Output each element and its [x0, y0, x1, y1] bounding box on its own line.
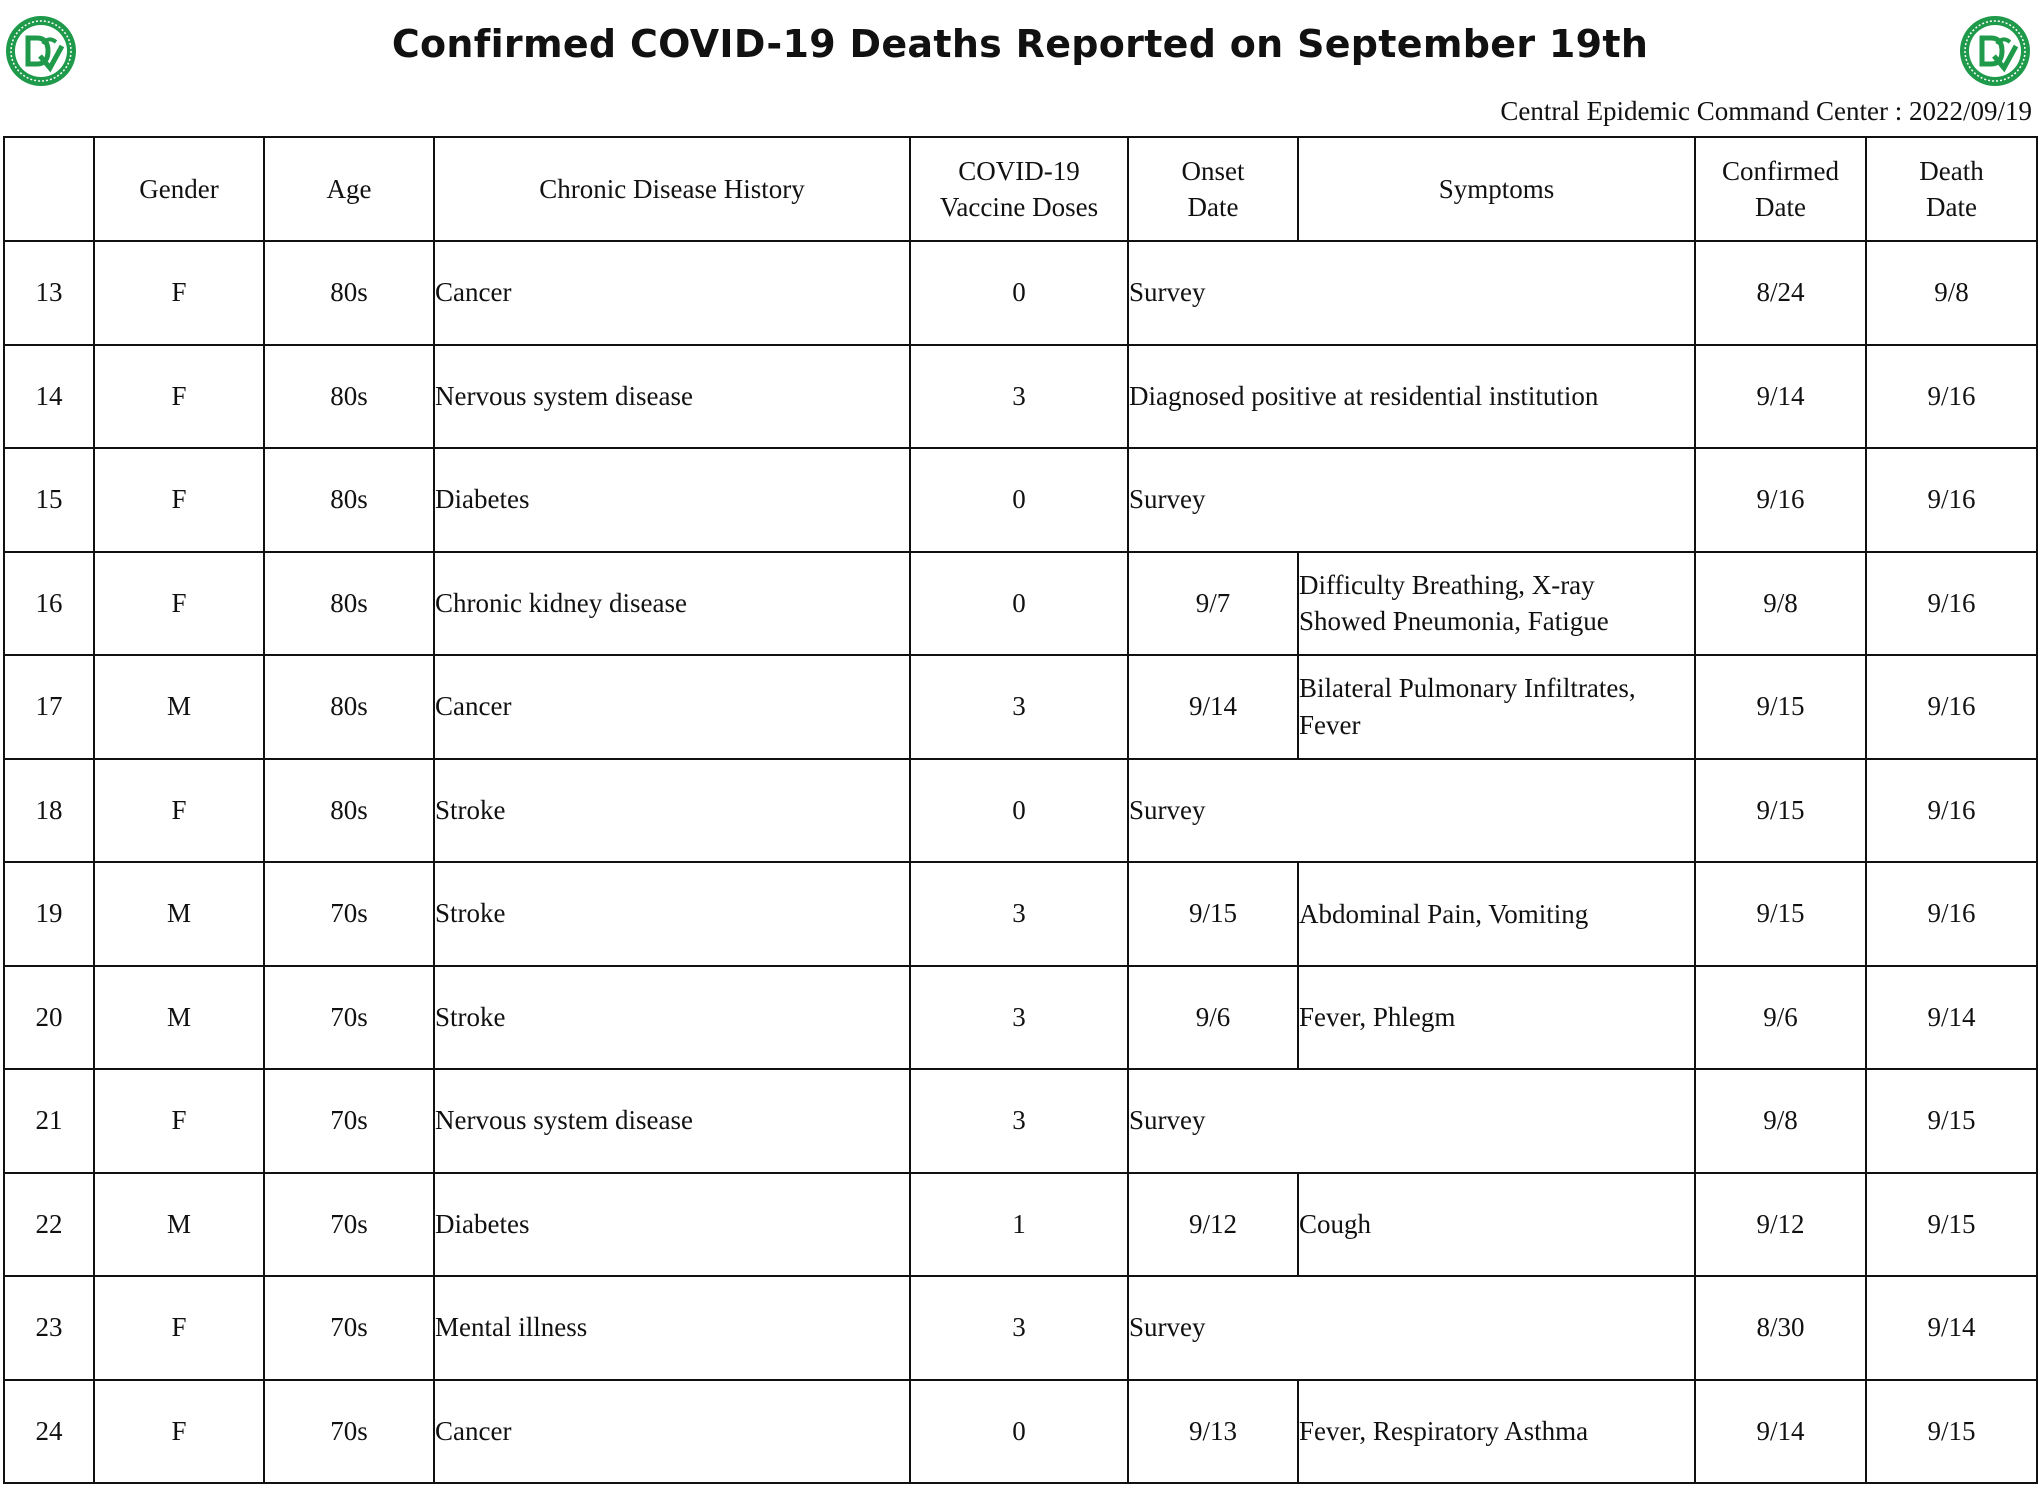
- case-number: 16: [4, 552, 94, 656]
- age-cell: 80s: [264, 552, 434, 656]
- death-date-cell: 9/16: [1866, 759, 2037, 863]
- onset-note-cell: Diagnosed positive at residential institution: [1128, 345, 1695, 449]
- death-date-cell: 9/16: [1866, 448, 2037, 552]
- case-number: 20: [4, 966, 94, 1070]
- col-header-line: Date: [1926, 192, 1977, 222]
- page-title: Confirmed COVID-19 Deaths Reported on September 19th: [391, 22, 1649, 66]
- death-date-cell: 9/15: [1866, 1380, 2037, 1484]
- confirmed-date-cell: 9/14: [1695, 1380, 1866, 1484]
- gender-cell: M: [94, 966, 264, 1070]
- chronic-disease-cell: Stroke: [434, 759, 910, 863]
- onset-date-cell: 9/14: [1128, 655, 1298, 759]
- vaccine-doses-cell: 0: [910, 1380, 1128, 1484]
- onset-date-cell: 9/12: [1128, 1173, 1298, 1277]
- death-date-cell: 9/14: [1866, 966, 2037, 1070]
- onset-note-cell: Survey: [1128, 448, 1695, 552]
- vaccine-doses-cell: 3: [910, 1276, 1128, 1380]
- gender-cell: F: [94, 1069, 264, 1173]
- death-date-cell: 9/8: [1866, 241, 2037, 345]
- table-row: [4, 759, 2037, 863]
- col-header-gender: Gender: [94, 137, 264, 241]
- vaccine-doses-cell: 1: [910, 1173, 1128, 1277]
- vaccine-doses-cell: 0: [910, 241, 1128, 345]
- chronic-disease-cell: Cancer: [434, 655, 910, 759]
- gender-cell: F: [94, 241, 264, 345]
- vaccine-doses-cell: 3: [910, 345, 1128, 449]
- col-header-line: Onset: [1181, 155, 1245, 186]
- col-header-age: Age: [264, 137, 434, 241]
- onset-date-cell: 9/6: [1128, 966, 1298, 1070]
- symptoms-cell: [1298, 552, 1695, 656]
- case-number: 13: [4, 241, 94, 345]
- case-number: 18: [4, 759, 94, 863]
- source-date: Central Epidemic Command Center : 2022/09/19: [1500, 96, 2032, 126]
- table-row: [4, 862, 2037, 966]
- age-cell: 80s: [264, 759, 434, 863]
- vaccine-doses-cell: 3: [910, 1069, 1128, 1173]
- age-cell: 80s: [264, 241, 434, 345]
- age-cell: 70s: [264, 966, 434, 1070]
- chronic-disease-cell: Chronic kidney disease: [434, 552, 910, 656]
- col-header-line: Date: [1755, 192, 1806, 222]
- table-row: [4, 1276, 2037, 1380]
- age-cell: 80s: [264, 448, 434, 552]
- chronic-disease-cell: Nervous system disease: [434, 1069, 910, 1173]
- confirmed-date-cell: 9/6: [1695, 966, 1866, 1070]
- symptoms-line: Showed Pneumonia, Fatigue: [1299, 606, 1609, 637]
- chronic-disease-cell: Cancer: [434, 241, 910, 345]
- chronic-disease-cell: Diabetes: [434, 448, 910, 552]
- gender-cell: M: [94, 1173, 264, 1277]
- case-number: 21: [4, 1069, 94, 1173]
- symptoms-line: Difficulty Breathing, X-ray: [1299, 569, 1595, 600]
- vaccine-doses-cell: 3: [910, 862, 1128, 966]
- table-row: [4, 345, 2037, 449]
- chronic-disease-cell: Mental illness: [434, 1276, 910, 1380]
- chronic-disease-cell: Nervous system disease: [434, 345, 910, 449]
- case-number: 14: [4, 345, 94, 449]
- vaccine-doses-cell: 0: [910, 759, 1128, 863]
- symptoms-line: Bilateral Pulmonary Infiltrates,: [1299, 673, 1636, 704]
- gender-cell: F: [94, 345, 264, 449]
- table-row: [4, 655, 2037, 759]
- col-header-line: Death: [1919, 155, 1984, 186]
- age-cell: 70s: [264, 1380, 434, 1484]
- age-cell: 80s: [264, 655, 434, 759]
- death-date-cell: 9/16: [1866, 655, 2037, 759]
- case-number: 22: [4, 1173, 94, 1277]
- onset-note-cell: Survey: [1128, 759, 1695, 863]
- confirmed-date-cell: 9/8: [1695, 1069, 1866, 1173]
- table-row: [4, 552, 2037, 656]
- symptoms-cell: Cough: [1298, 1173, 1695, 1277]
- col-header-onset: [1128, 137, 1298, 241]
- onset-note-cell: Survey: [1128, 1276, 1695, 1380]
- onset-note-cell: Survey: [1128, 241, 1695, 345]
- col-header-vaccine: [910, 137, 1128, 241]
- table-row: [4, 966, 2037, 1070]
- table-row: [4, 241, 2037, 345]
- age-cell: 70s: [264, 1173, 434, 1277]
- gender-cell: F: [94, 1276, 264, 1380]
- symptoms-cell: [1298, 655, 1695, 759]
- death-date-cell: 9/16: [1866, 862, 2037, 966]
- confirmed-date-cell: 9/15: [1695, 862, 1866, 966]
- age-cell: 70s: [264, 1276, 434, 1380]
- col-header-line: Date: [1187, 192, 1239, 222]
- gender-cell: F: [94, 448, 264, 552]
- age-cell: 80s: [264, 345, 434, 449]
- death-date-cell: 9/16: [1866, 552, 2037, 656]
- vaccine-doses-cell: 0: [910, 448, 1128, 552]
- gender-cell: F: [94, 552, 264, 656]
- gender-cell: M: [94, 655, 264, 759]
- vaccine-doses-cell: 0: [910, 552, 1128, 656]
- report-header: [0, 0, 2040, 136]
- onset-note-cell: Survey: [1128, 1069, 1695, 1173]
- confirmed-date-cell: 9/14: [1695, 345, 1866, 449]
- deaths-table: [3, 136, 2038, 1484]
- symptoms-cell: Abdominal Pain, Vomiting: [1298, 862, 1695, 966]
- death-date-cell: 9/15: [1866, 1173, 2037, 1277]
- vaccine-doses-cell: 3: [910, 966, 1128, 1070]
- chronic-disease-cell: Stroke: [434, 966, 910, 1070]
- col-header-chronic: Chronic Disease History: [434, 137, 910, 241]
- symptoms-cell: Fever, Phlegm: [1298, 966, 1695, 1070]
- gender-cell: M: [94, 862, 264, 966]
- table-row: [4, 448, 2037, 552]
- confirmed-date-cell: 9/15: [1695, 655, 1866, 759]
- case-number: 19: [4, 862, 94, 966]
- case-number: 17: [4, 655, 94, 759]
- chronic-disease-cell: Cancer: [434, 1380, 910, 1484]
- table-row: [4, 1173, 2037, 1277]
- age-cell: 70s: [264, 1069, 434, 1173]
- confirmed-date-cell: 9/16: [1695, 448, 1866, 552]
- death-date-cell: 9/15: [1866, 1069, 2037, 1173]
- confirmed-date-cell: 9/15: [1695, 759, 1866, 863]
- case-number: 23: [4, 1276, 94, 1380]
- header-row: [4, 137, 2037, 241]
- confirmed-date-cell: 8/24: [1695, 241, 1866, 345]
- col-header-death: [1866, 137, 2037, 241]
- col-header-index: [4, 137, 94, 241]
- table-row: [4, 1069, 2037, 1173]
- col-header-symptoms: Symptoms: [1298, 137, 1695, 241]
- confirmed-date-cell: 9/8: [1695, 552, 1866, 656]
- case-number: 24: [4, 1380, 94, 1484]
- chronic-disease-cell: Stroke: [434, 862, 910, 966]
- confirmed-date-cell: 9/12: [1695, 1173, 1866, 1277]
- age-cell: 70s: [264, 862, 434, 966]
- table-row: [4, 1380, 2037, 1484]
- onset-date-cell: 9/13: [1128, 1380, 1298, 1484]
- symptoms-cell: Fever, Respiratory Asthma: [1298, 1380, 1695, 1484]
- chronic-disease-cell: Diabetes: [434, 1173, 910, 1277]
- gender-cell: F: [94, 1380, 264, 1484]
- onset-date-cell: 9/7: [1128, 552, 1298, 656]
- confirmed-date-cell: 8/30: [1695, 1276, 1866, 1380]
- onset-date-cell: 9/15: [1128, 862, 1298, 966]
- gender-cell: F: [94, 759, 264, 863]
- death-date-cell: 9/14: [1866, 1276, 2037, 1380]
- col-header-line: COVID-19: [958, 155, 1080, 186]
- col-header-line: Vaccine Doses: [939, 192, 1099, 222]
- col-header-line: Confirmed: [1722, 155, 1839, 186]
- death-date-cell: 9/16: [1866, 345, 2037, 449]
- col-header-confirmed: [1695, 137, 1866, 241]
- vaccine-doses-cell: 3: [910, 655, 1128, 759]
- symptoms-line: Fever: [1299, 709, 1361, 740]
- case-number: 15: [4, 448, 94, 552]
